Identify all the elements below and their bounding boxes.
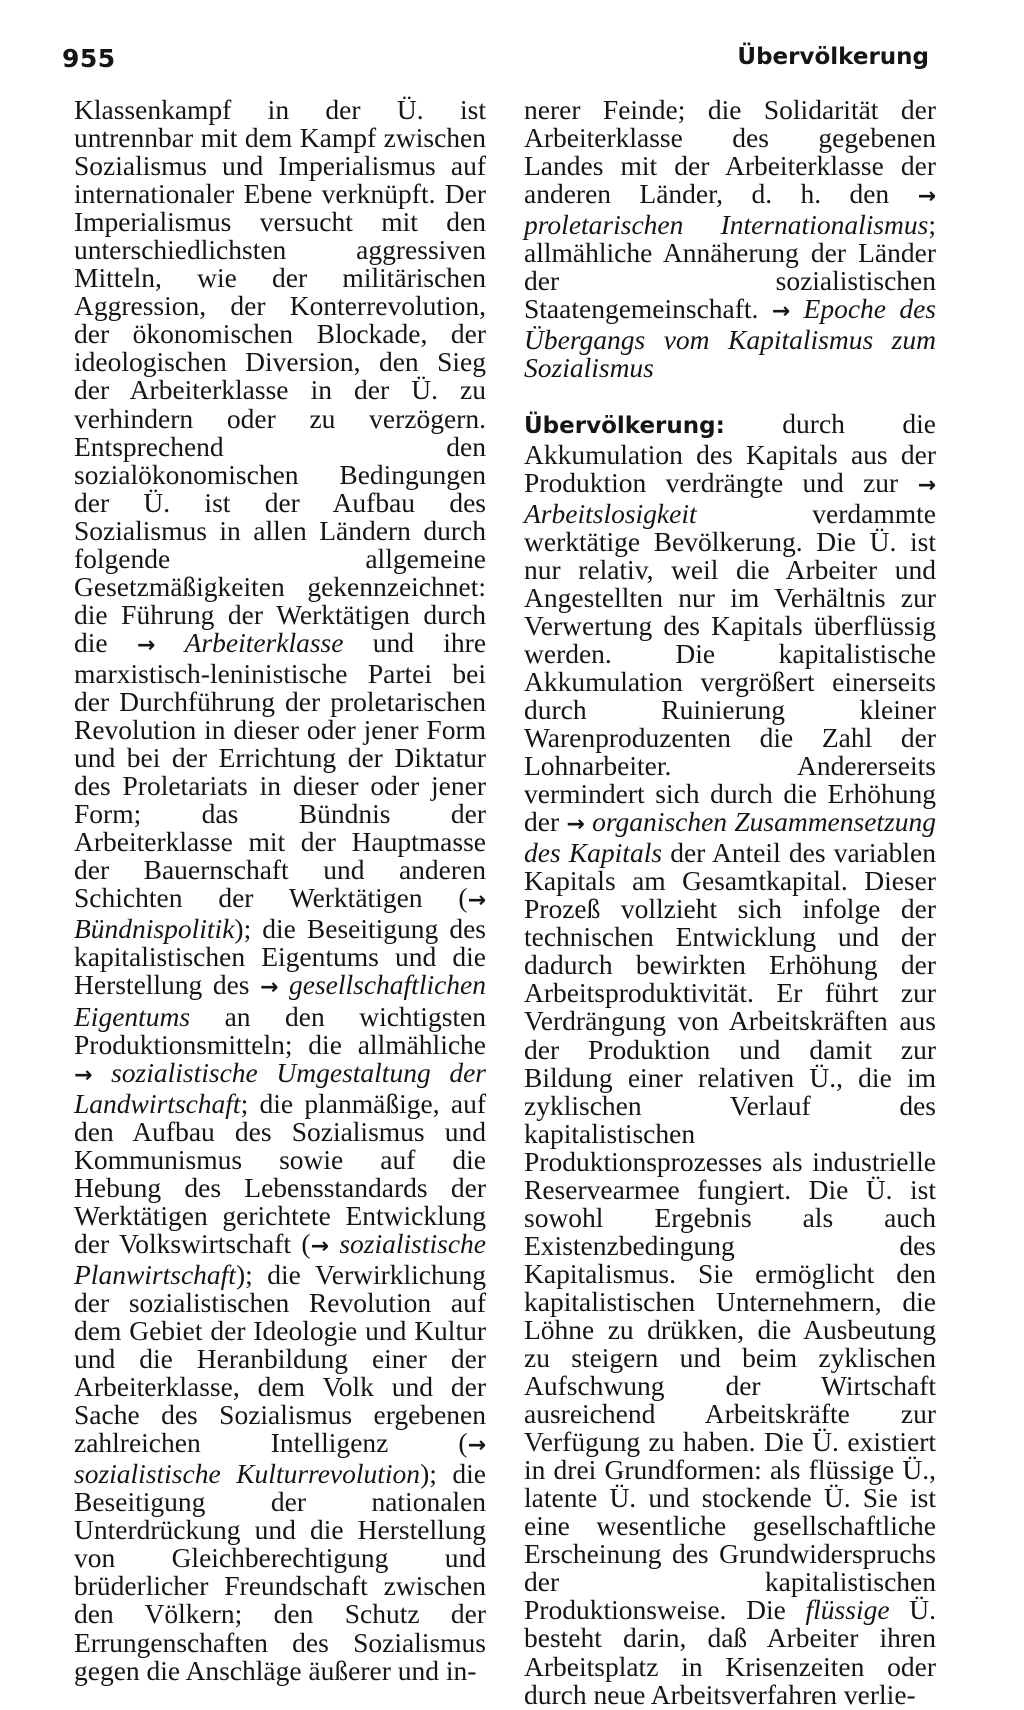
entry-uebervoelkerung [524,410,936,1708]
cross-reference-gesellschaftliches-eigentum[interactable]: gesellschaftlichen Eigentums [74,969,487,1032]
right-column [524,96,936,1709]
cross-reference-arrow-icon: → [917,184,937,210]
cross-reference-epoche-des-uebergangs[interactable]: Epoche des Übergangs vom Kapitalismus zum Sozialismus [524,293,937,384]
cross-reference-arrow-icon: → [136,632,156,658]
cross-reference-arrow-icon: → [310,1233,329,1259]
text-segment: durch die Akkumulation des Kapitals aus der Produktion verdrängte und zur [524,408,936,498]
text-segment: ); die Beseitigung der nationalen Unterdrückung und die Herstellung von Gleichberechtigung und brüderlicher Freundschaft zwischen den Völkern; den Schutz der Errungenschaften des Sozialismus gegen die Anschläge äußerer und in- [74,1458,486,1686]
left-column [74,96,486,1685]
text-segment: ; die planmäßige, auf den Aufbau des Sozialismus und Kommunismus sowie auf die Hebung des Lebensstandards der Werktätigen gerichtete Entwicklung der Volkswirtschaft ( [74,1087,486,1259]
cross-reference-arrow-icon: → [467,1433,486,1459]
cross-reference-sozialistische-kulturrevolution[interactable]: sozialistische Kulturrevolution [74,1458,421,1490]
cross-reference-buendnispolitik[interactable]: Bündnispolitik [74,913,235,945]
cross-reference-arrow-icon: → [260,975,279,1001]
cross-reference-sozialistische-planwirtschaft[interactable]: sozialistische Planwirtschaft [74,1227,486,1290]
cross-reference-arrow-icon: → [74,1062,93,1088]
cross-reference-proletarischer-internationalismus[interactable]: proletarischen Internationalismus [524,209,929,241]
cross-reference-sozialistische-umgestaltung-der-landwirtschaft[interactable]: sozialistische Umgestaltung der Landwirtschaft [74,1056,486,1119]
continued-entry-text [524,96,936,382]
text-segment: der Anteil des variablen Kapitals am Gesamtkapital. Dieser Prozeß vollzieht sich infolge der technischen Entwicklung und der dadurch bewirkten Erhöhung der Arbeitsproduktivität. Er führt zur Verdrängung von Arbeitskräften aus der Produktion und damit zur Bildung einer relativen Ü., die im zyklischen Verlauf des kapitalistischen Produktionsprozesses als industrielle Reservearmee fungiert. Die Ü. ist sowohl Ergebnis als auch Existenzbedingung des Kapitalismus. Sie ermöglicht den kapitalistischen Unternehmern, die Löhne zu drükken, die Ausbeutung zu steigern und beim zyklischen Aufschwung der Wirtschaft ausreichend Arbeitskräfte zur Verfügung zu haben. Die Ü. existiert in drei Grundformen: als flüssige Ü., latente Ü. und stockende Ü. Sie ist eine wesentliche gesellschaftliche Erscheinung des Grundwiderspruchs der kapitalistischen Produktionsweise. Die [524,837,937,1626]
text-segment: verdammte werktätige Bevölkerung. Die Ü. ist nur relativ, weil die Arbeiter und Angestellten nur im Verhältnis zur Verwertung des Kapitals überflüssig werden. Die kapitalistische Akkumulation vergrößert einerseits durch Ruinierung kleiner Warenproduzenten die Zahl der Lohnarbeiter. Andererseits vermindert sich durch die Erhöhung der [524,497,936,838]
text-segment: ; allmähliche Annäherung der Länder der sozialistischen Staatengemeinschaft. [524,209,936,325]
emphasis-fluessige: flüssige [805,1594,890,1626]
cross-reference-arrow-icon: → [467,888,486,914]
text-segment: ); die Beseitigung des kapitalistischen Eigentums und die Herstellung des [74,913,486,1001]
continued-entry-text [74,96,486,1685]
text-segment: und ihre marxistisch-leninistische Partei bei der Durchführung der proletarischen Revolution in dieser oder jener Form und bei der Errichtung der Diktatur des Proletariats in dieser oder jener Form; das Bündnis der Arbeiterklasse mit der Hauptmasse der Bauernschaft und anderen Schichten der Werktätigen ( [74,626,487,914]
text-segment: nerer Feinde; die Solidarität der Arbeiterklasse des gegebenen Landes mit der Arbeiterklasse der anderen Länder, d. h. den [524,94,936,210]
text-segment: an den wichtigsten Produktionsmitteln; die allmähliche [74,1000,486,1060]
page-number: 955 [62,44,116,73]
cross-reference-arbeiterklasse[interactable]: Arbeiterklasse [184,626,344,658]
page-header [0,38,1024,78]
entry-title: Übervölkerung: [524,413,725,440]
text-segment: Klassenkampf in der Ü. ist untrennbar mit dem Kampf zwischen Sozialismus und Imperialismus auf internationaler Ebene verknüpft. Der Imperialismus versucht mit den unterschiedlichsten aggressiven Mitteln, wie der militärischen Aggression, der Konterrevolution, der ökonomischen Blockade, der ideologischen Diversion, den Sieg der Arbeiterklasse in der Ü. zu verhindern oder zu verzögern. Entsprechend den sozialökonomischen Bedingungen der Ü. ist der Aufbau des Sozialismus in allen Ländern durch folgende allgemeine Gesetzmäßigkeiten gekennzeichnet: die Führung der Werktätigen durch die [74,94,486,658]
cross-reference-organische-zusammensetzung[interactable]: organischen Zusammensetzung des Kapitals [524,806,937,869]
text-segment: Ü. besteht darin, daß Arbeiter ihren Arbeitsplatz in Krisenzeiten oder durch neue Arbeitsverfahren verlie- [524,1594,937,1710]
cross-reference-arbeitslosigkeit[interactable]: Arbeitslosigkeit [524,497,697,529]
text-segment: ); die Verwirklichung der sozialistischen Revolution auf dem Gebiet der Ideologie und Kultur und die Heranbildung einer der Arbeiterklasse, dem Volk und der Sache des Sozialismus ergebenen zahlreichen Intelligenz ( [74,1258,486,1459]
cross-reference-arrow-icon: → [917,472,937,498]
cross-reference-arrow-icon: → [771,299,791,325]
cross-reference-arrow-icon: → [566,812,585,838]
running-head: Übervölkerung [737,44,929,70]
